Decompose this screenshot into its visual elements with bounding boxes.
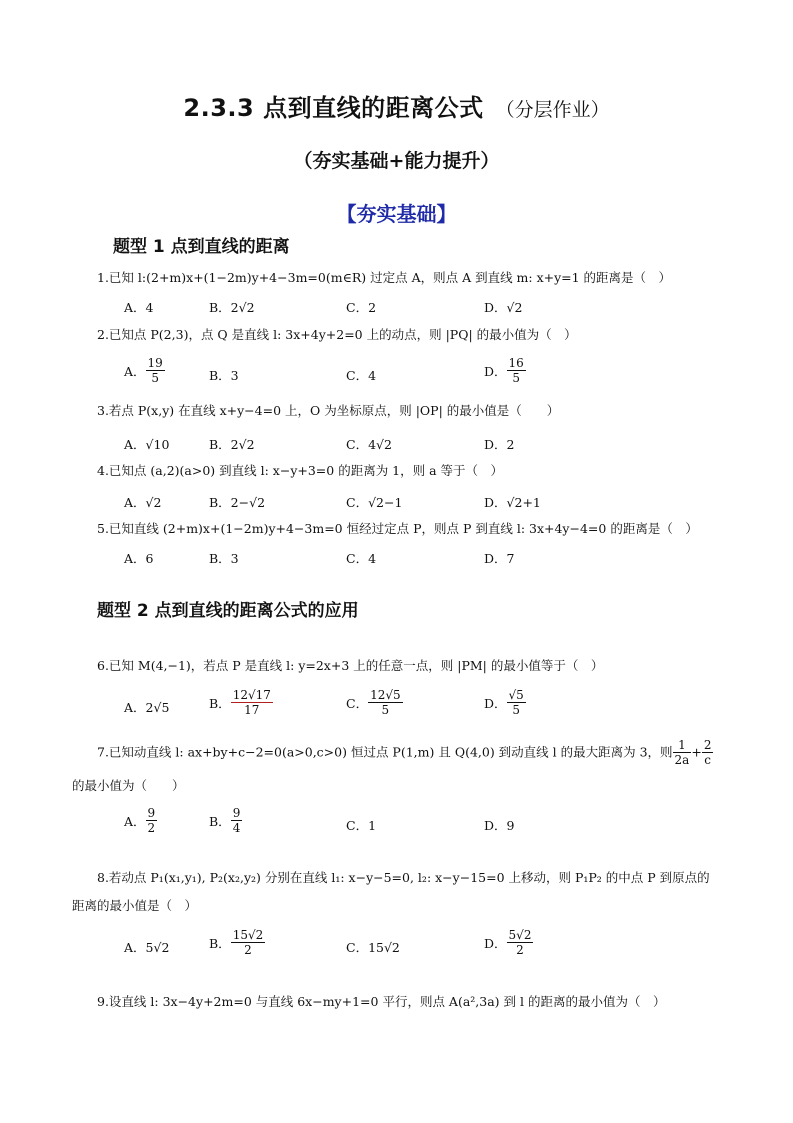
- title-sub: （分层作业）: [495, 99, 610, 121]
- option-label: C．: [346, 695, 369, 711]
- numerator: 2: [703, 738, 712, 752]
- denominator: 5: [151, 371, 159, 385]
- fraction: [507, 928, 534, 957]
- option-label: A．: [124, 813, 146, 829]
- denominator: 2: [516, 943, 524, 957]
- numerator: 5√2: [508, 928, 532, 942]
- fraction: [702, 738, 714, 767]
- fraction: [231, 806, 243, 835]
- fraction: [507, 356, 526, 385]
- option-c: C．15√2: [346, 940, 400, 955]
- option-d: D．√2+1: [484, 495, 541, 510]
- heading-type-1: 题型 1 点到直线的距离: [113, 237, 290, 257]
- option-a: A．2√5: [124, 700, 170, 715]
- option-label: B．: [209, 935, 231, 951]
- option-a: [124, 356, 165, 385]
- denominator: 5: [512, 703, 520, 717]
- option-b: B．3: [209, 551, 239, 566]
- option-a: A．√10: [124, 437, 170, 452]
- denominator: 4: [232, 821, 241, 835]
- option-d: D．√2: [484, 300, 523, 315]
- option-label: B．: [209, 813, 231, 829]
- plus-sign: +: [691, 744, 702, 760]
- option-c: C．4: [346, 368, 377, 383]
- option-d: D．7: [484, 551, 515, 566]
- title-main: 2.3.3 点到直线的距离公式: [183, 94, 484, 122]
- numerator: 19: [147, 356, 163, 370]
- denominator: c: [704, 753, 712, 767]
- question-7: [97, 738, 737, 767]
- option-c: C．√2−1: [346, 495, 403, 510]
- question-5: 5.已知直线 (2+m)x+(1−2m)y+4−3m=0 恒经过定点 P，则点 P 到直线 l: 3x+4y−4=0 的距离是（ ）: [97, 521, 698, 536]
- numerator: 16: [508, 356, 524, 370]
- option-b: B．2√2: [209, 300, 255, 315]
- question-9: 9.设直线 l: 3x−4y+2m=0 与直线 6x−my+1=0 平行，则点 A(a²,3a) 到 l 的距离的最小值为（ ）: [97, 994, 666, 1009]
- option-d: [484, 928, 533, 957]
- option-a: A．√2: [124, 495, 162, 510]
- numerator: 15√2: [232, 928, 264, 942]
- option-label: D．: [484, 363, 507, 379]
- option-a: A．5√2: [124, 940, 170, 955]
- question-6: 6.已知 M(4,−1)，若点 P 是直线 l: y=2x+3 上的任意一点，则 |PM| 的最小值等于（ ）: [97, 658, 604, 673]
- denominator: 2a: [674, 753, 690, 767]
- option-c: C．2: [346, 300, 377, 315]
- option-b: B．2√2: [209, 437, 255, 452]
- option-a: [124, 806, 157, 835]
- fraction: [368, 688, 403, 717]
- option-d: D．9: [484, 818, 515, 833]
- option-b: [209, 806, 242, 835]
- document-title: [0, 88, 793, 123]
- numerator: 12√5: [370, 688, 401, 702]
- fraction: [673, 738, 692, 767]
- question-8-continuation: 距离的最小值是（ ）: [72, 898, 198, 913]
- fraction: [231, 688, 273, 717]
- option-b: B．3: [209, 368, 239, 383]
- option-a: A．6: [124, 551, 154, 566]
- option-c: C．4√2: [346, 437, 392, 452]
- question-3: 3.若点 P(x,y) 在直线 x+y−4=0 上，O 为坐标原点，则 |OP| 的最小值是（ ）: [97, 403, 560, 418]
- denominator: 5: [512, 371, 520, 385]
- fraction: [146, 356, 165, 385]
- denominator: 17: [244, 703, 260, 717]
- heading-type-2: 题型 2 点到直线的距离公式的应用: [97, 601, 359, 621]
- question-7-continuation: 的最小值为（ ）: [72, 778, 185, 793]
- option-label: B．: [209, 695, 231, 711]
- option-b: [209, 688, 273, 717]
- numerator: 9: [232, 806, 241, 820]
- fraction: [146, 806, 158, 835]
- option-c: [346, 688, 403, 717]
- denominator: 5: [381, 703, 390, 717]
- option-d: [484, 688, 526, 717]
- denominator: 2: [147, 821, 156, 835]
- option-label: D．: [484, 695, 507, 711]
- option-d: D．2: [484, 437, 515, 452]
- option-label: A．: [124, 363, 146, 379]
- option-a: A．4: [124, 300, 154, 315]
- question-2: 2.已知点 P(2,3)，点 Q 是直线 l: 3x+4y+2=0 上的动点，则 |PQ| 的最小值为（ ）: [97, 327, 577, 342]
- section-title: 【夯实基础】: [336, 202, 457, 226]
- denominator: 2: [244, 943, 252, 957]
- numerator: 1: [673, 738, 692, 753]
- numerator: 9: [147, 806, 156, 820]
- fraction: [507, 688, 526, 717]
- option-c: C．1: [346, 818, 377, 833]
- fraction: [231, 928, 266, 957]
- question-1: 1.已知 l:(2+m)x+(1−2m)y+4−3m=0(m∈R) 过定点 A，则点 A 到直线 m: x+y=1 的距离是（ ）: [97, 270, 672, 285]
- option-b: [209, 928, 265, 957]
- numerator: 12√17: [232, 688, 271, 702]
- question-8: 8.若动点 P₁(x₁,y₁), P₂(x₂,y₂) 分别在直线 l₁: x−y−5=0, l₂: x−y−15=0 上移动，则 P₁P₂ 的中点 P 到原点的: [97, 870, 710, 885]
- numerator: √5: [508, 688, 524, 702]
- option-label: D．: [484, 935, 507, 951]
- document-subtitle: （夯实基础+能力提升）: [293, 150, 500, 172]
- question-7-stem: 7.已知动直线 l: ax+by+c−2=0(a>0,c>0) 恒过点 P(1,m) 且 Q(4,0) 到动直线 l 的最大距离为 3，则: [97, 744, 673, 760]
- option-c: C．4: [346, 551, 377, 566]
- question-4: 4.已知点 (a,2)(a>0) 到直线 l: x−y+3=0 的距离为 1，则 a 等于（ ）: [97, 463, 504, 478]
- option-d: [484, 356, 526, 385]
- option-b: B．2−√2: [209, 495, 266, 510]
